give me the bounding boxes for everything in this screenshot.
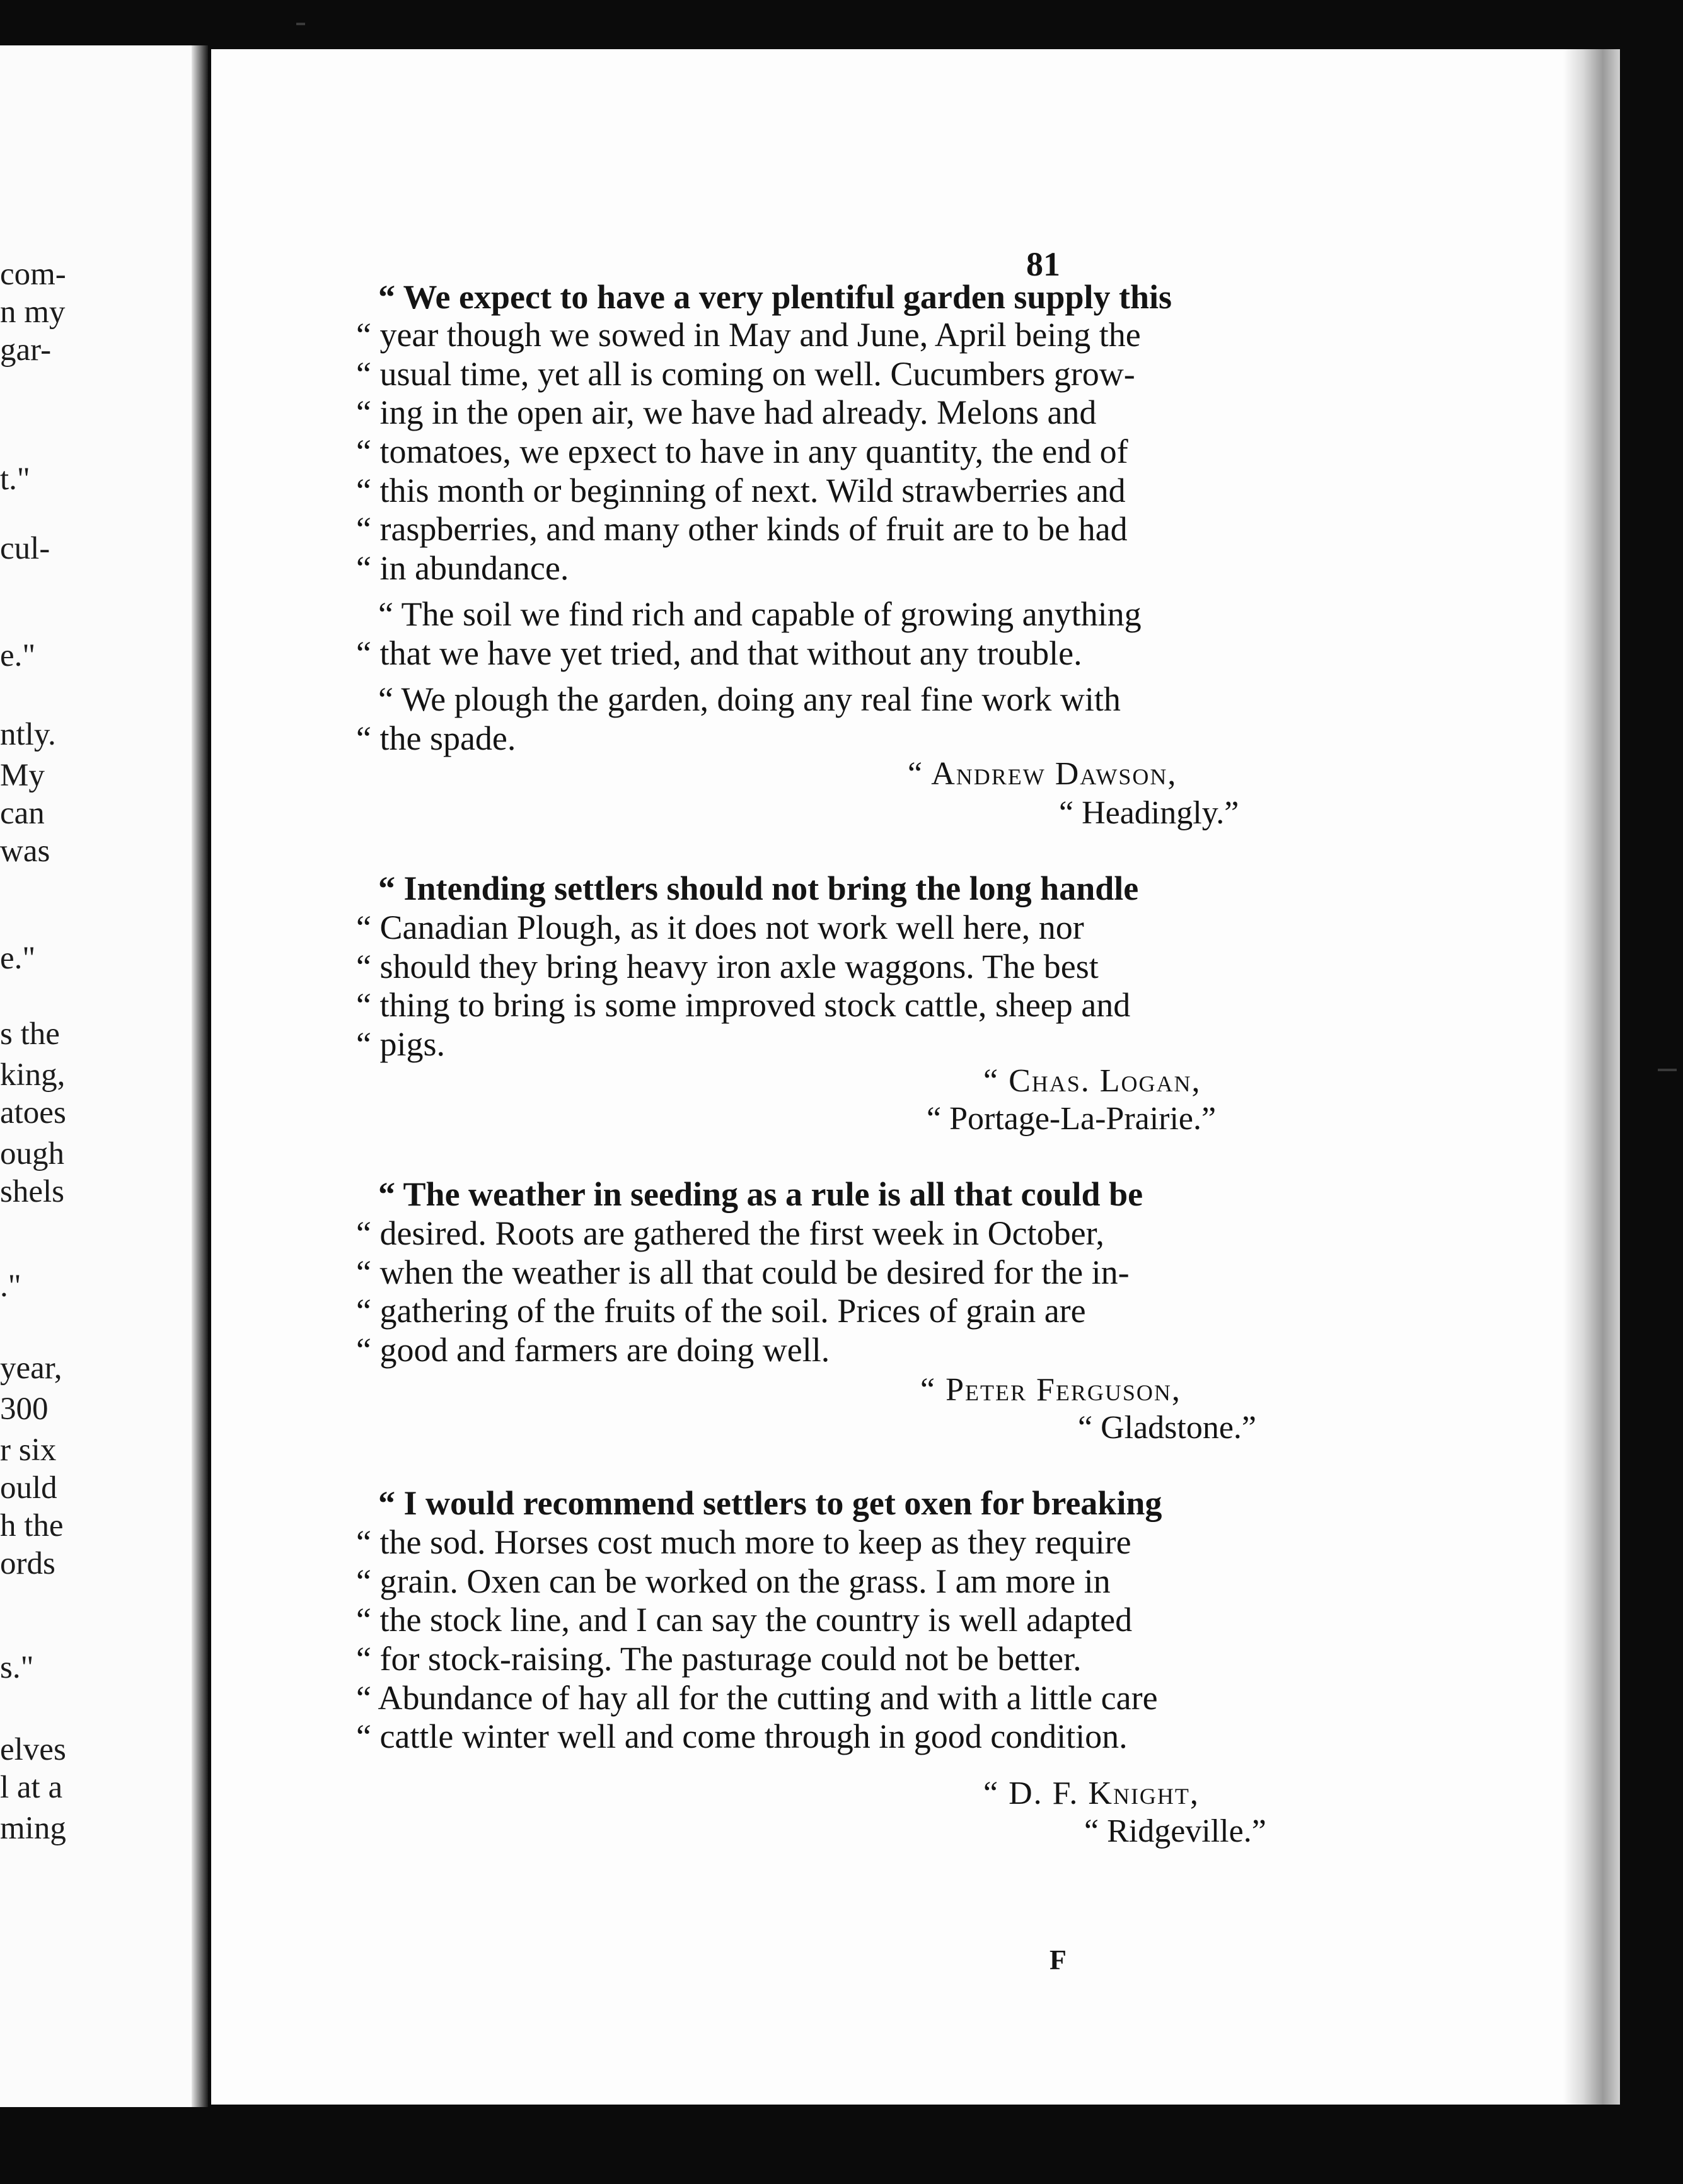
scan-mark: [1658, 1069, 1677, 1071]
page-number: 81: [1026, 245, 1060, 283]
text-line: “ Intending settlers should not bring the long handle: [378, 869, 1139, 907]
facing-page-text-fragment: cul-: [0, 531, 50, 566]
author-signature: “ Andrew Dawson,: [908, 756, 1177, 792]
facing-page-text-fragment: year,: [0, 1350, 62, 1386]
text-line: “ for stock-raising. The pasturage could not be better.: [356, 1640, 1082, 1678]
text-line: “ should they bring heavy iron axle waggons. The best: [356, 948, 1099, 985]
text-line: “ the stock line, and I can say the country is well adapted: [356, 1601, 1133, 1639]
text-line: “ grain. Oxen can be worked on the grass. I am more in: [356, 1562, 1111, 1600]
facing-page-text-fragment: com-: [0, 257, 66, 292]
text-line: “ The weather in seeding as a rule is all that could be: [378, 1175, 1143, 1213]
author-location: “ Gladstone.”: [1078, 1410, 1257, 1446]
facing-page-text-fragment: My: [0, 758, 45, 793]
text-line: “ gathering of the fruits of the soil. Prices of grain are: [356, 1292, 1086, 1330]
text-line: “ desired. Roots are gathered the first week in October,: [356, 1214, 1104, 1252]
facing-page-fragment: [0, 45, 208, 2107]
facing-page-text-fragment: was: [0, 834, 50, 869]
text-line: “ Abundance of hay all for the cutting and with a little care: [356, 1679, 1158, 1717]
text-line: “ The soil we find rich and capable of growing anything: [378, 595, 1142, 633]
page-edge: [1563, 49, 1620, 2105]
author-signature: “ Chas. Logan,: [983, 1063, 1201, 1099]
scan-mark: [296, 23, 305, 25]
text-line: “ year though we sowed in May and June, April being the: [356, 316, 1141, 354]
facing-page-text-fragment: n my: [0, 294, 66, 330]
text-line: “ good and farmers are doing well.: [356, 1331, 830, 1369]
text-line: “ this month or beginning of next. Wild strawberries and: [356, 472, 1126, 509]
text-line: “ ing in the open air, we have had already. Melons and: [356, 393, 1097, 431]
text-line: “ Canadian Plough, as it does not work well here, nor: [356, 909, 1084, 946]
text-line: “ raspberries, and many other kinds of fruit are to be had: [356, 510, 1128, 548]
author-location: “ Ridgeville.”: [1084, 1813, 1266, 1849]
text-line: “ the spade.: [356, 719, 516, 757]
facing-page-text-fragment: e.": [0, 941, 36, 976]
facing-page-text-fragment: h the: [0, 1508, 64, 1543]
page-gutter: [192, 45, 208, 2107]
text-line: “ that we have yet tried, and that without any trouble.: [356, 634, 1082, 672]
facing-page-text-fragment: s.": [0, 1650, 34, 1685]
facing-page-text-fragment: l at a: [0, 1770, 63, 1805]
text-line: “ We plough the garden, doing any real fine work with: [378, 680, 1121, 718]
author-signature: “ D. F. Knight,: [983, 1775, 1200, 1811]
facing-page-text-fragment: t.": [0, 462, 30, 497]
text-line: “ usual time, yet all is coming on well. Cucumbers grow-: [356, 355, 1135, 393]
facing-page-text-fragment: elves: [0, 1732, 66, 1767]
text-line: “ the sod. Horses cost much more to keep as they require: [356, 1523, 1131, 1561]
facing-page-text-fragment: .": [0, 1269, 21, 1304]
signature-mark: F: [1050, 1944, 1067, 1975]
author-location: “ Portage-La-Prairie.”: [927, 1101, 1217, 1137]
facing-page-text-fragment: ords: [0, 1546, 55, 1581]
facing-page-text-fragment: atoes: [0, 1095, 66, 1130]
facing-page-text-fragment: e.": [0, 638, 36, 673]
text-line: “ We expect to have a very plentiful garden supply this: [378, 278, 1172, 316]
facing-page-text-fragment: ntly.: [0, 717, 56, 752]
text-line: “ when the weather is all that could be desired for the in-: [356, 1253, 1130, 1291]
text-line: “ cattle winter well and come through in good condition.: [356, 1717, 1128, 1755]
facing-page-text-fragment: ould: [0, 1470, 57, 1506]
text-line: “ I would recommend settlers to get oxen for breaking: [378, 1484, 1162, 1522]
text-line: “ in abundance.: [356, 549, 569, 587]
facing-page-text-fragment: r six: [0, 1432, 57, 1468]
facing-page-text-fragment: gar-: [0, 332, 52, 368]
facing-page-text-fragment: king,: [0, 1057, 66, 1093]
book-page: [211, 49, 1620, 2105]
facing-page-text-fragment: 300: [0, 1391, 49, 1427]
author-signature: “ Peter Ferguson,: [920, 1372, 1181, 1408]
author-location: “ Headingly.”: [1059, 795, 1239, 831]
facing-page-text-fragment: ming: [0, 1811, 66, 1846]
facing-page-text-fragment: shels: [0, 1174, 64, 1209]
text-line: “ tomatoes, we epxect to have in any quantity, the end of: [356, 433, 1128, 470]
facing-page-text-fragment: ough: [0, 1136, 64, 1171]
text-line: “ thing to bring is some improved stock cattle, sheep and: [356, 986, 1131, 1024]
facing-page-text-fragment: s the: [0, 1016, 60, 1052]
text-line: “ pigs.: [356, 1025, 445, 1063]
facing-page-text-fragment: can: [0, 796, 45, 831]
